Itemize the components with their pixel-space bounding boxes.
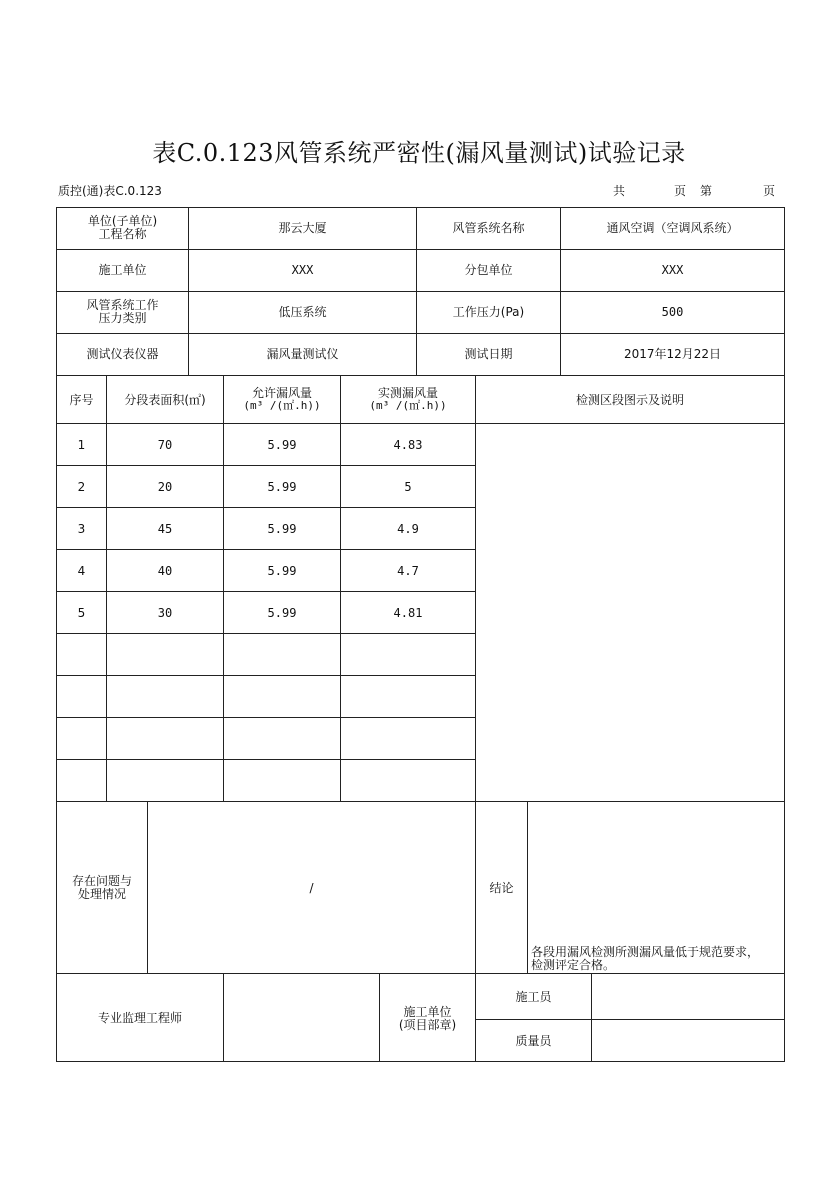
worker-label-cell xyxy=(475,973,592,1020)
qc-label: 质量员 xyxy=(515,1034,552,1048)
form-title: 表C.0.123风管系统严密性(漏风量测试)试验记录 xyxy=(152,139,686,167)
contractor-sign-label-cell xyxy=(379,973,476,1062)
worker-signature-cell[interactable] xyxy=(591,973,785,1020)
header-allowed-line2: (m³ /(㎡.h)) xyxy=(243,399,321,412)
empty-measured-cell[interactable] xyxy=(340,633,476,676)
header-measured-line1: 实测漏风量 xyxy=(377,386,438,400)
empty-allowed-cell[interactable] xyxy=(223,675,341,718)
row-seq: 3 xyxy=(77,522,86,536)
contractor-value-cell xyxy=(188,249,417,292)
worker-label: 施工员 xyxy=(515,990,552,1004)
test-date-value-cell xyxy=(560,333,785,376)
empty-area-cell[interactable] xyxy=(106,633,224,676)
table-row-area-cell xyxy=(106,465,224,508)
instrument-value: 漏风量测试仪 xyxy=(266,347,339,361)
work-pressure-value: 500 xyxy=(661,305,684,319)
qc-signature-cell[interactable] xyxy=(591,1019,785,1062)
header-seq: 序号 xyxy=(69,393,94,407)
empty-area-cell[interactable] xyxy=(106,759,224,802)
header-seq-cell xyxy=(56,375,107,424)
table-row-measured-cell xyxy=(340,591,476,634)
row-area: 20 xyxy=(157,480,173,494)
subcontractor-label: 分包单位 xyxy=(464,263,513,277)
supervisor-signature-cell[interactable] xyxy=(223,973,380,1062)
conclusion-line2: 检测评定合格。 xyxy=(531,958,616,972)
system-name-value: 通风空调（空调风系统） xyxy=(606,221,739,235)
empty-area-cell[interactable] xyxy=(106,675,224,718)
header-measured-cell xyxy=(340,375,476,424)
table-row-area-cell xyxy=(106,423,224,466)
subcontractor-value-cell xyxy=(560,249,785,292)
instrument-value-cell xyxy=(188,333,417,376)
pager-current: 第 xyxy=(700,184,713,198)
conclusion-line1: 各段用漏风检测所测漏风量低于规范要求， xyxy=(531,945,760,959)
table-row-allowed-cell xyxy=(223,423,341,466)
pressure-class-value: 低压系统 xyxy=(278,305,327,319)
issues-label-line1: 存在问题与 xyxy=(71,874,132,888)
issues-value: / xyxy=(309,881,314,895)
row-seq: 4 xyxy=(77,564,86,578)
row-measured: 4.7 xyxy=(397,564,419,578)
row-allowed: 5.99 xyxy=(267,564,297,578)
table-row-measured-cell xyxy=(340,465,476,508)
contractor-sign-label-line1: 施工单位 xyxy=(403,1005,452,1019)
contractor-label-cell xyxy=(56,249,189,292)
diagram-area[interactable] xyxy=(475,423,785,802)
test-date-label-cell xyxy=(416,333,561,376)
test-date-value: 2017年12月22日 xyxy=(623,347,722,361)
issues-label-line2: 处理情况 xyxy=(77,887,126,901)
table-row-allowed-cell xyxy=(223,549,341,592)
row-allowed: 5.99 xyxy=(267,522,297,536)
row-seq: 2 xyxy=(77,480,86,494)
header-allowed-cell xyxy=(223,375,341,424)
pressure-class-label-line2: 压力类别 xyxy=(98,311,147,325)
table-row-allowed-cell xyxy=(223,507,341,550)
qc-label-cell xyxy=(475,1019,592,1062)
contractor-value: XXX xyxy=(291,263,314,277)
table-row-seq-cell xyxy=(56,423,107,466)
row-area: 45 xyxy=(157,522,173,536)
row-area: 30 xyxy=(157,606,173,620)
instrument-label: 测试仪表仪器 xyxy=(86,347,159,361)
row-seq: 5 xyxy=(77,606,86,620)
empty-seq-cell[interactable] xyxy=(56,717,107,760)
row-allowed: 5.99 xyxy=(267,438,297,452)
empty-allowed-cell[interactable] xyxy=(223,633,341,676)
row-measured: 4.81 xyxy=(393,606,423,620)
row-measured: 4.9 xyxy=(397,522,419,536)
empty-seq-cell[interactable] xyxy=(56,675,107,718)
row-allowed: 5.99 xyxy=(267,480,297,494)
table-row-allowed-cell xyxy=(223,591,341,634)
instrument-label-cell xyxy=(56,333,189,376)
test-date-label: 测试日期 xyxy=(464,347,513,361)
contractor-sign-label-line2: (项目部章) xyxy=(398,1018,457,1032)
table-row-seq-cell xyxy=(56,465,107,508)
row-seq: 1 xyxy=(77,438,86,452)
row-allowed: 5.99 xyxy=(267,606,297,620)
pager-page-unit: 页 xyxy=(674,184,687,198)
work-pressure-label-cell xyxy=(416,291,561,334)
project-value: 那云大厦 xyxy=(278,221,327,235)
project-label-line2: 工程名称 xyxy=(98,227,147,241)
issues-label-cell xyxy=(56,801,148,974)
table-row-seq-cell xyxy=(56,549,107,592)
table-row-area-cell xyxy=(106,591,224,634)
row-measured: 4.83 xyxy=(393,438,423,452)
pressure-class-value-cell xyxy=(188,291,417,334)
empty-measured-cell[interactable] xyxy=(340,717,476,760)
subcontractor-value: XXX xyxy=(661,263,684,277)
empty-seq-cell[interactable] xyxy=(56,759,107,802)
project-label-cell xyxy=(56,207,189,250)
empty-measured-cell[interactable] xyxy=(340,675,476,718)
supervisor-label: 专业监理工程师 xyxy=(97,1011,182,1025)
supervisor-label-cell xyxy=(56,973,224,1062)
contractor-label: 施工单位 xyxy=(98,263,147,277)
conclusion-label-cell xyxy=(475,801,528,974)
table-row-allowed-cell xyxy=(223,465,341,508)
empty-measured-cell[interactable] xyxy=(340,759,476,802)
row-area: 70 xyxy=(157,438,173,452)
pager-total: 共 xyxy=(613,184,626,198)
table-row-seq-cell xyxy=(56,507,107,550)
header-measured-line2: (m³ /(㎡.h)) xyxy=(369,399,447,412)
subcontractor-label-cell xyxy=(416,249,561,292)
pager-page-unit2: 页 xyxy=(763,184,776,198)
header-area: 分段表面积(㎡) xyxy=(124,393,206,407)
row-measured: 5 xyxy=(404,480,412,494)
empty-area-cell[interactable] xyxy=(106,717,224,760)
empty-allowed-cell[interactable] xyxy=(223,759,341,802)
work-pressure-value-cell xyxy=(560,291,785,334)
table-row-measured-cell xyxy=(340,423,476,466)
empty-allowed-cell[interactable] xyxy=(223,717,341,760)
work-pressure-label: 工作压力(Pa) xyxy=(452,305,525,319)
table-row-measured-cell xyxy=(340,507,476,550)
header-area-cell xyxy=(106,375,224,424)
conclusion-value-cell[interactable] xyxy=(527,801,785,974)
table-row-area-cell xyxy=(106,507,224,550)
table-row-measured-cell xyxy=(340,549,476,592)
header-diagram: 检测区段图示及说明 xyxy=(575,393,684,407)
project-label-line1: 单位(子单位) xyxy=(87,214,158,228)
system-name-label: 风管系统名称 xyxy=(452,221,525,235)
issues-value-cell[interactable] xyxy=(147,801,476,974)
header-diagram-cell xyxy=(475,375,785,424)
doc-number: 质控(通)表C.0.123 xyxy=(58,184,162,198)
row-area: 40 xyxy=(157,564,173,578)
project-value-cell xyxy=(188,207,417,250)
conclusion-label: 结论 xyxy=(489,881,514,895)
pressure-class-label-line1: 风管系统工作 xyxy=(86,298,159,312)
header-allowed-line1: 允许漏风量 xyxy=(251,386,312,400)
pressure-class-label-cell xyxy=(56,291,189,334)
table-row-area-cell xyxy=(106,549,224,592)
system-name-label-cell xyxy=(416,207,561,250)
system-name-value-cell xyxy=(560,207,785,250)
empty-seq-cell[interactable] xyxy=(56,633,107,676)
table-row-seq-cell xyxy=(56,591,107,634)
